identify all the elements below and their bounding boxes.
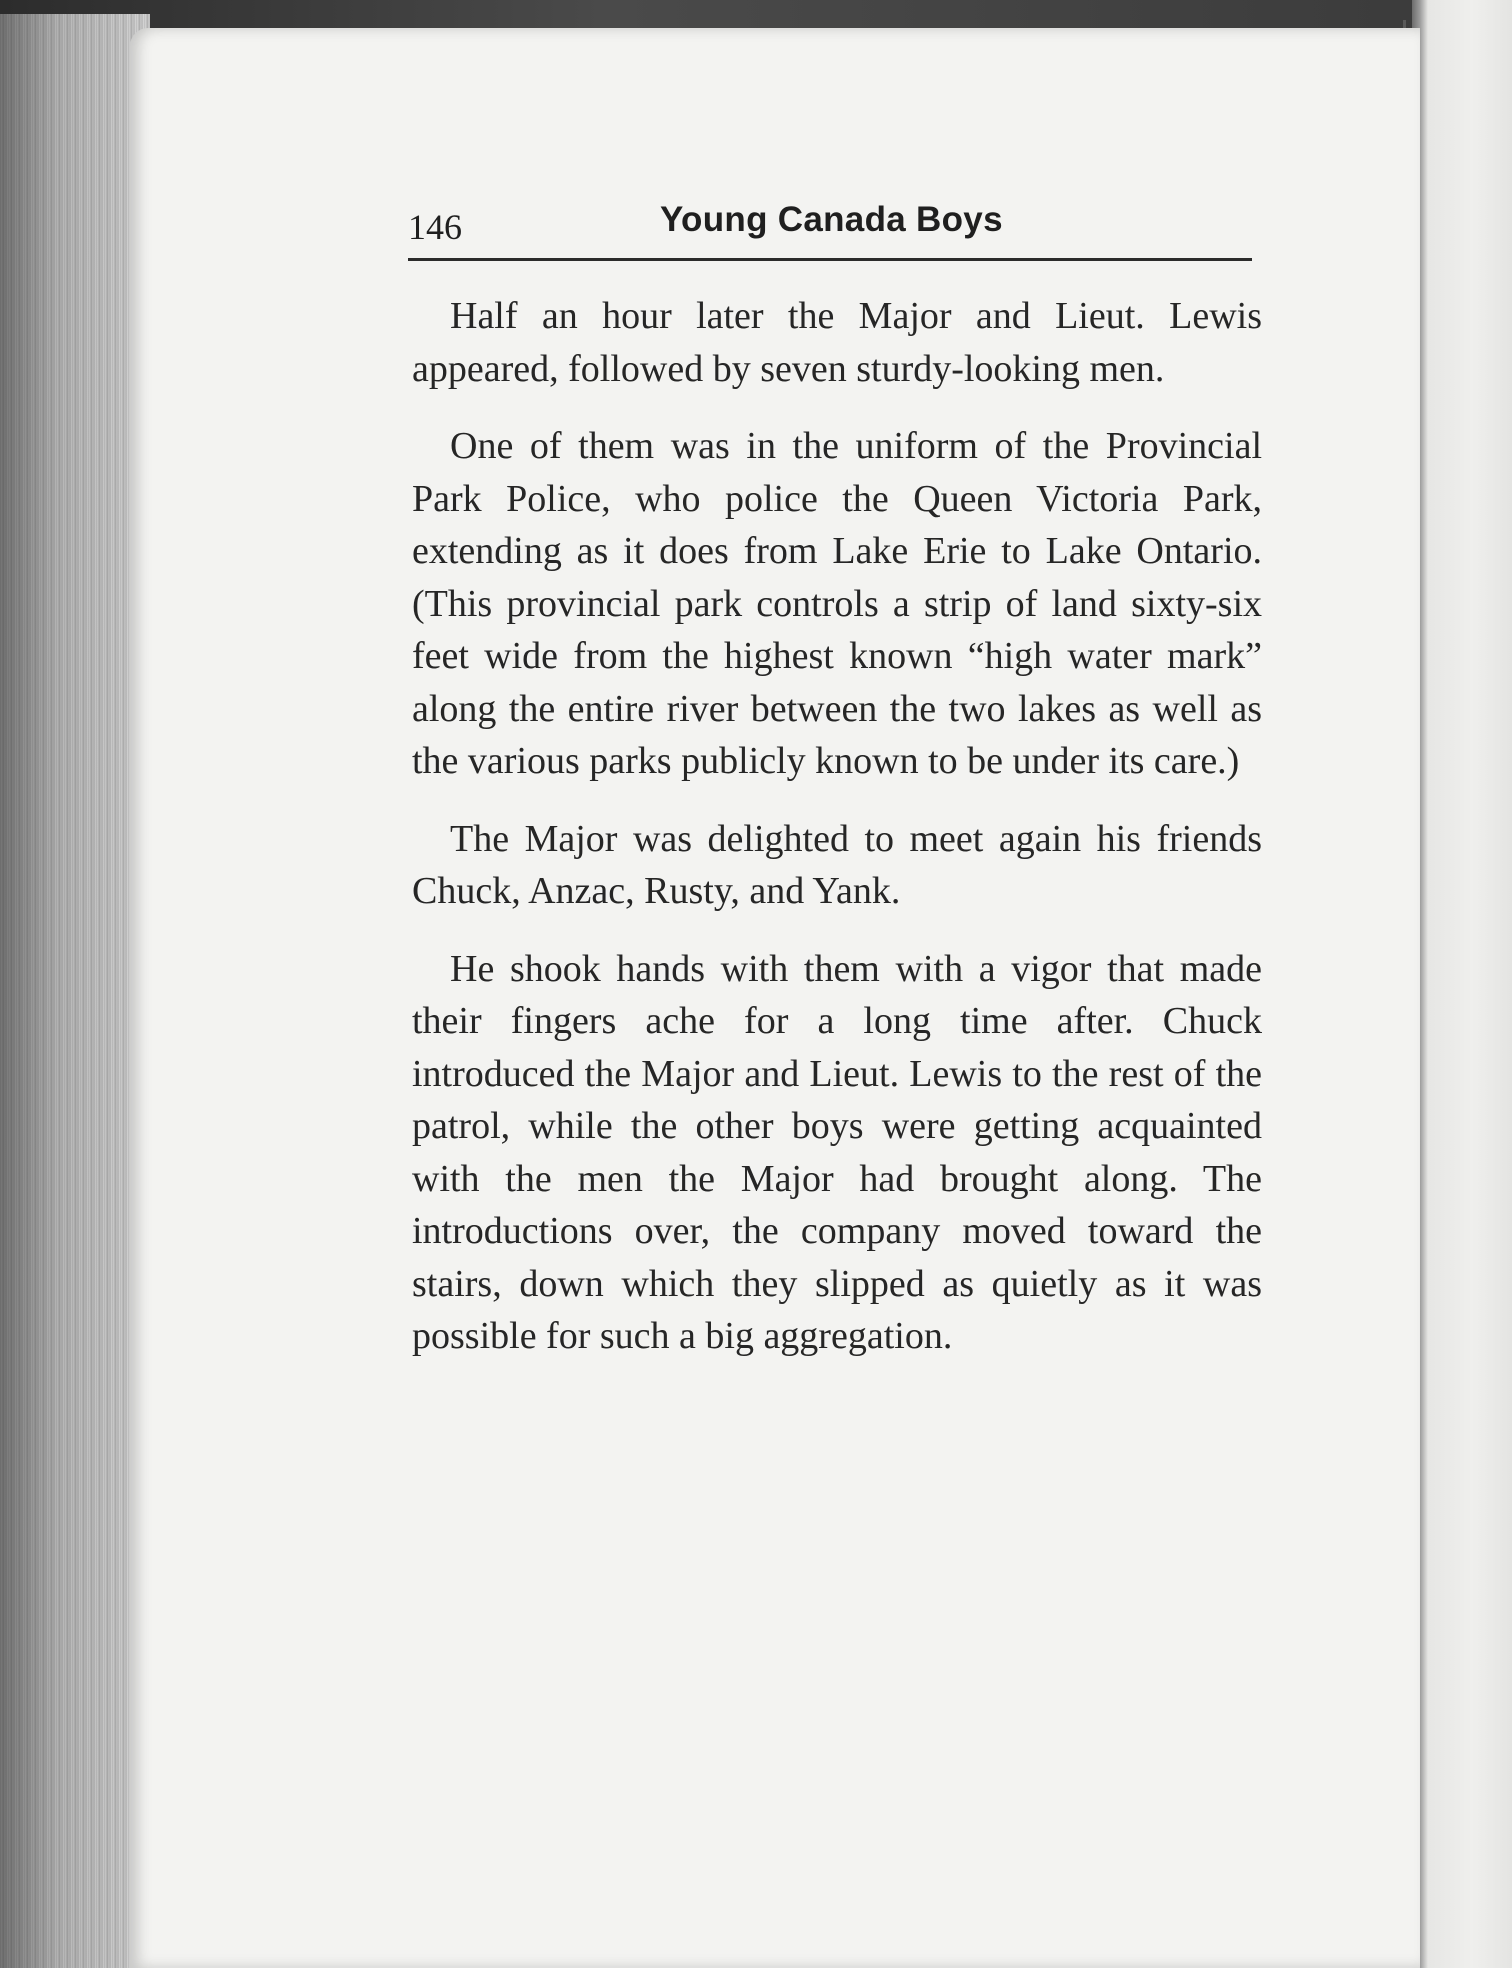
paragraph-2: One of them was in the uniform of the Provincial Park Police, who police the Queen Victoria Park, extending as it does from Lake Erie to Lake Ontario. (This provincial park controls a strip of land sixty-six feet wide from the highest known “high water mark” along the entire river between the two lakes as well as the various parks publicly known to be under its care.) bbox=[412, 425, 1262, 782]
page-edges-shadow bbox=[0, 14, 150, 1968]
next-page-edge bbox=[1412, 0, 1512, 1968]
page-body bbox=[412, 290, 1262, 1363]
header-rule bbox=[408, 258, 1252, 261]
paragraph-1: Half an hour later the Major and Lieut. Lewis appeared, followed by seven sturdy-looking men. bbox=[412, 295, 1262, 390]
paragraph-4: He shook hands with them with a vigor that made their fingers ache for a long time after. Chuck introduced the Major and Lieut. Lewis to the rest of the patrol, while the other boys were getting acquainted with the men the Major had brought along. The introductions over, the company moved toward the stairs, down which they slipped as quietly as it was possible for such a big aggregation. bbox=[412, 947, 1262, 1357]
paragraph-3: The Major was delighted to meet again his friends Chuck, Anzac, Rusty, and Yank. bbox=[412, 817, 1262, 912]
running-title: Young Canada Boys bbox=[660, 200, 1003, 239]
page-header bbox=[408, 198, 1252, 258]
page-number: 146 bbox=[408, 207, 462, 247]
